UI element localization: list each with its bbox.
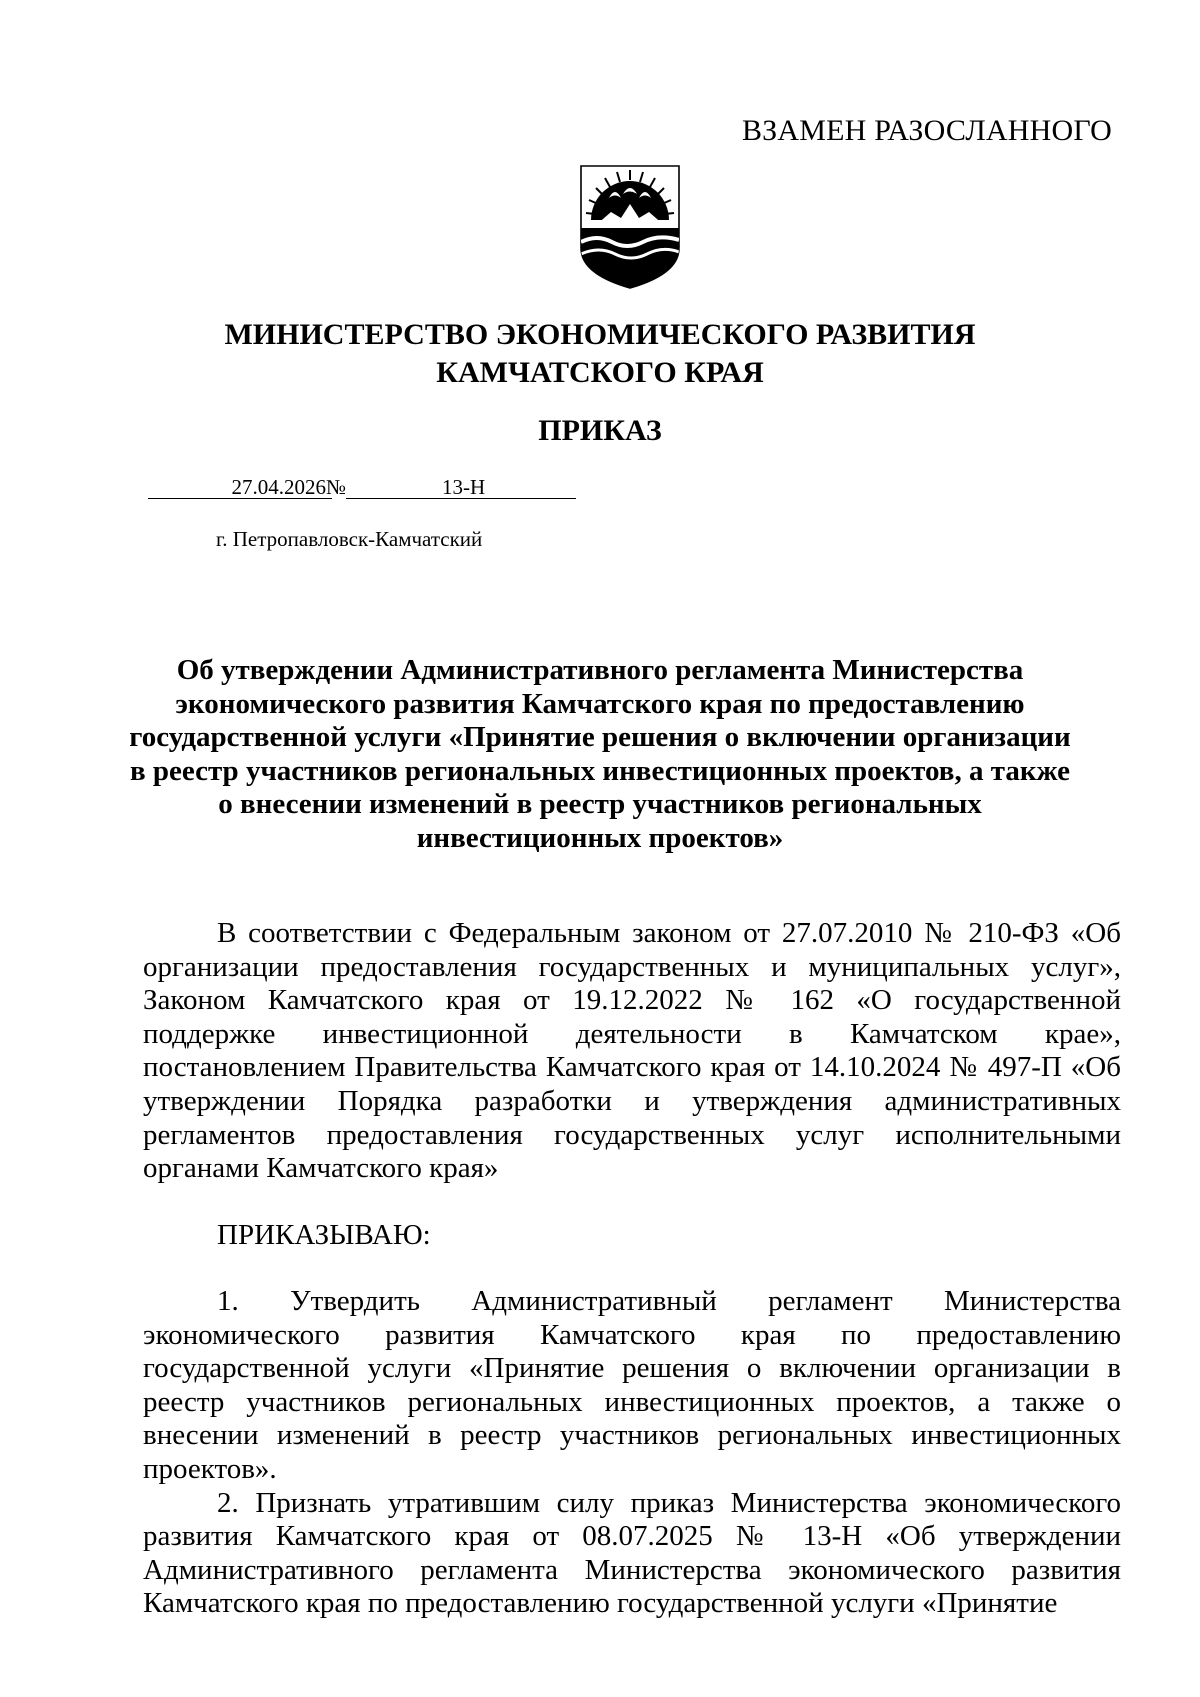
document-type: ПРИКАЗ — [538, 414, 662, 447]
ministry-line-1: МИНИСТЕРСТВО ЭКОНОМИЧЕСКОГО РАЗВИТИЯ — [224, 318, 976, 351]
order-word: ПРИКАЗЫВАЮ: — [217, 1219, 431, 1251]
number-sign: № — [326, 475, 347, 499]
kamchatka-coat-of-arms-icon — [577, 162, 683, 292]
ministry-line-2: КАМЧАТСКОГО КРАЯ — [436, 356, 764, 389]
order-title: Об утверждении Административного регламента Министерства экономического развития Камчатского края по предоставлению государственной услуги «Принятие решения о включении организации в реестр участников региональных инвестиционных проектов, а также о внесении изменений в реестр участников региональных инвестиционных проектов» — [129, 654, 1071, 854]
order-date: 27.04.2026 — [148, 476, 332, 499]
order-items — [143, 1285, 1121, 1621]
resend-stamp: ВЗАМЕН РАЗОСЛАННОГО — [741, 114, 1112, 147]
order-number: 13-Н — [346, 476, 576, 499]
ministry-name — [0, 316, 1200, 392]
city-name: г. Петропавловск-Камчатский — [216, 527, 483, 551]
preamble-paragraph: В соответствии с Федеральным законом от 27.07.2010 № 210-ФЗ «Об организации предоставления государственных и муниципальных услуг», Законом Камчатского края от 19.12.2022 № 162 «О государственной поддержке инвестиционной деятельности в Камчатском крае», постановлением Правительства Камчатского края от 14.10.2024 № 497-П «Об утверждении Порядка разработки и утверждения административных регламентов предоставления государственных услуг исполнительными органами Камчатского края» — [143, 917, 1121, 1185]
order-item-1: 1. Утвердить Административный регламент Министерства экономического развития Камчатского края по предоставлению государственной услуги «Принятие решения о включении организации в реестр участников региональных инвестиционных проектов, а также о внесении изменений в реестр участников региональных инвестиционных проектов». — [143, 1285, 1121, 1485]
order-item-2: 2. Признать утратившим силу приказ Министерства экономического развития Камчатского края от 08.07.2025 № 13-Н «Об утверждении Административного регламента Министерства экономического развития Камчатского края по предоставлению государственной услуги «Принятие — [143, 1486, 1121, 1620]
